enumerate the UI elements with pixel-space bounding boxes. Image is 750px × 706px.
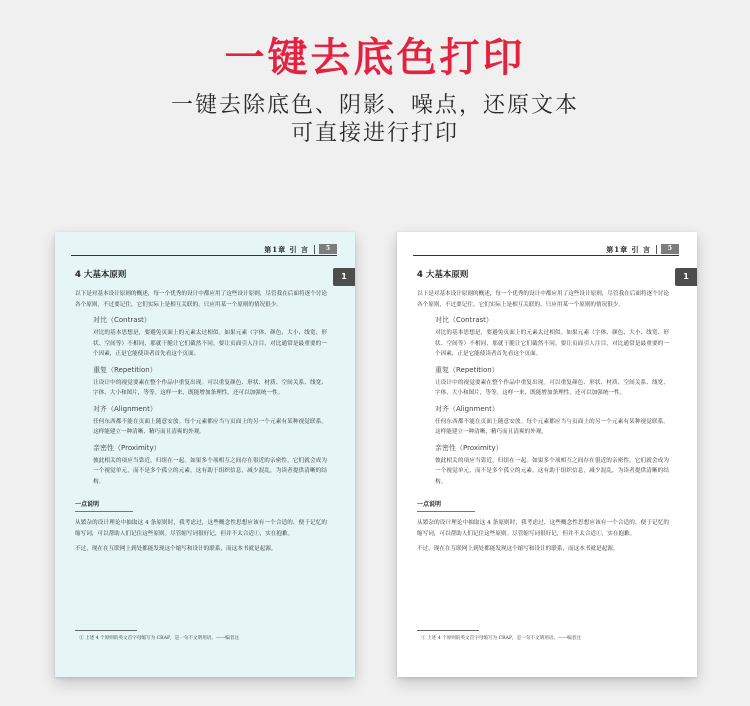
chapter-tab: 1 (333, 268, 355, 286)
running-head-divider (656, 245, 657, 254)
note-heading: 一点说明 (75, 501, 100, 508)
repetition-heading: 重复（Repetition） (93, 365, 157, 374)
note-rule (75, 511, 133, 512)
section-title: 4 大基本原则 (417, 270, 469, 280)
footnote-rule (75, 630, 137, 631)
running-head-text: 第1章 引 言 (264, 245, 309, 254)
proximity-paragraph: 彼此相关的项应当靠近，归组在一起。如果多个项相互之间存在很近的亲密性，它们就会成为一个视觉单元，而不是多个孤立的元素。这有助于组织信息，减少混乱，为读者提供清晰的结构。 (93, 457, 327, 485)
running-head-divider (314, 245, 315, 254)
page-body (417, 268, 669, 555)
note-heading: 一点说明 (417, 501, 442, 508)
page-before (55, 232, 355, 677)
note-rule (417, 511, 475, 512)
proximity-heading: 亲密性（Proximity） (435, 443, 503, 452)
repetition-paragraph: 让设计中的视觉要素在整个作品中重复出现。可以重复颜色、形状、材质、空间关系、线宽、字体、大小和图片，等等。这样一来，既能增加条理性，还可以加强统一性。 (93, 379, 327, 396)
page-body (75, 268, 327, 555)
repetition-paragraph: 让设计中的视觉要素在整个作品中重复出现。可以重复颜色、形状、材质、空间关系、线宽、字体、大小和图片，等等。这样一来，既能增加条理性，还可以加强统一性。 (435, 379, 669, 396)
proximity-paragraph: 彼此相关的项应当靠近，归组在一起。如果多个项相互之间存在很近的亲密性，它们就会成为一个视觉单元，而不是多个孤立的元素。这有助于组织信息，减少混乱，为读者提供清晰的结构。 (435, 457, 669, 485)
proximity-heading: 亲密性（Proximity） (93, 443, 161, 452)
page-after (397, 232, 697, 677)
contrast-paragraph: 对比的基本思想是，要避免页面上的元素太过相似。如果元素（字体、颜色、大小、线宽、形状、空间等）不相同，那就干脆让它们截然不同。要让页面引人注目，对比通常是最重要的一个因素，正是它能使读者首先看这个页面。 (93, 330, 327, 357)
alignment-paragraph: 任何东西都不能在页面上随意安放。每个元素都应当与页面上的另一个元素有某种视觉联系。这样能建立一种清晰、精巧而且清爽的外观。 (435, 418, 669, 435)
page-number: 5 (319, 244, 337, 254)
intro-paragraph: 以下是对基本设计原则的概述，每一个优秀的设计中都应用了这些设计原则，尽管我在后面将逐个讨论各个原则，不过要记住，它们实际上是相互关联的，只应用某一个原则的情况很少。 (75, 291, 327, 308)
footnote: ① 上述 4 个原则的英文首字母缩写为 CRAP，是一句不文明用语。——编者注 (79, 636, 239, 641)
note-paragraph-1: 从繁杂的设计理论中抽取这 4 条原则时，我考虑过，这些概念性思想应该有一个合适的、便于记忆的缩写词，可以帮助人们记住这些原则。尽管缩写词很好记，但并不太合适①，实在抱歉。 (417, 520, 669, 537)
note-paragraph-2: 不过，现在在互联网上到处都能发现这个缩写和设计的联系，而这本书就是起源。 (417, 546, 619, 552)
running-head-text: 第1章 引 言 (606, 245, 651, 254)
footnote-rule (417, 630, 479, 631)
hero-subtitle-line1: 一键去除底色、阴影、噪点，还原文本 (170, 93, 579, 118)
hero-subtitle-line2: 可直接进行打印 (290, 121, 459, 146)
section-title: 4 大基本原则 (75, 270, 127, 280)
page-number: 5 (661, 244, 679, 254)
note-paragraph-1: 从繁杂的设计理论中抽取这 4 条原则时，我考虑过，这些概念性思想应该有一个合适的、便于记忆的缩写词，可以帮助人们记住这些原则。尽管缩写词很好记，但并不太合适①，实在抱歉。 (75, 520, 327, 537)
running-head (71, 244, 337, 256)
alignment-heading: 对齐（Alignment） (435, 404, 499, 413)
contrast-paragraph: 对比的基本思想是，要避免页面上的元素太过相似。如果元素（字体、颜色、大小、线宽、形状、空间等）不相同，那就干脆让它们截然不同。要让页面引人注目，对比通常是最重要的一个因素，正是它能使读者首先看这个页面。 (435, 330, 669, 357)
footnote: ① 上述 4 个原则的英文首字母缩写为 CRAP，是一句不文明用语。——编者注 (421, 636, 581, 641)
contrast-heading: 对比（Contrast） (435, 316, 493, 324)
contrast-heading: 对比（Contrast） (93, 316, 151, 324)
alignment-heading: 对齐（Alignment） (93, 404, 157, 413)
repetition-heading: 重复（Repetition） (435, 365, 499, 374)
note-paragraph-2: 不过，现在在互联网上到处都能发现这个缩写和设计的联系，而这本书就是起源。 (75, 546, 277, 552)
alignment-paragraph: 任何东西都不能在页面上随意安放。每个元素都应当与页面上的另一个元素有某种视觉联系。这样能建立一种清晰、精巧而且清爽的外观。 (93, 418, 327, 435)
chapter-tab: 1 (675, 268, 697, 286)
intro-paragraph: 以下是对基本设计原则的概述，每一个优秀的设计中都应用了这些设计原则，尽管我在后面将逐个讨论各个原则，不过要记住，它们实际上是相互关联的，只应用某一个原则的情况很少。 (417, 291, 669, 308)
running-head (413, 244, 679, 256)
hero-title: 一键去底色打印 (224, 35, 526, 81)
